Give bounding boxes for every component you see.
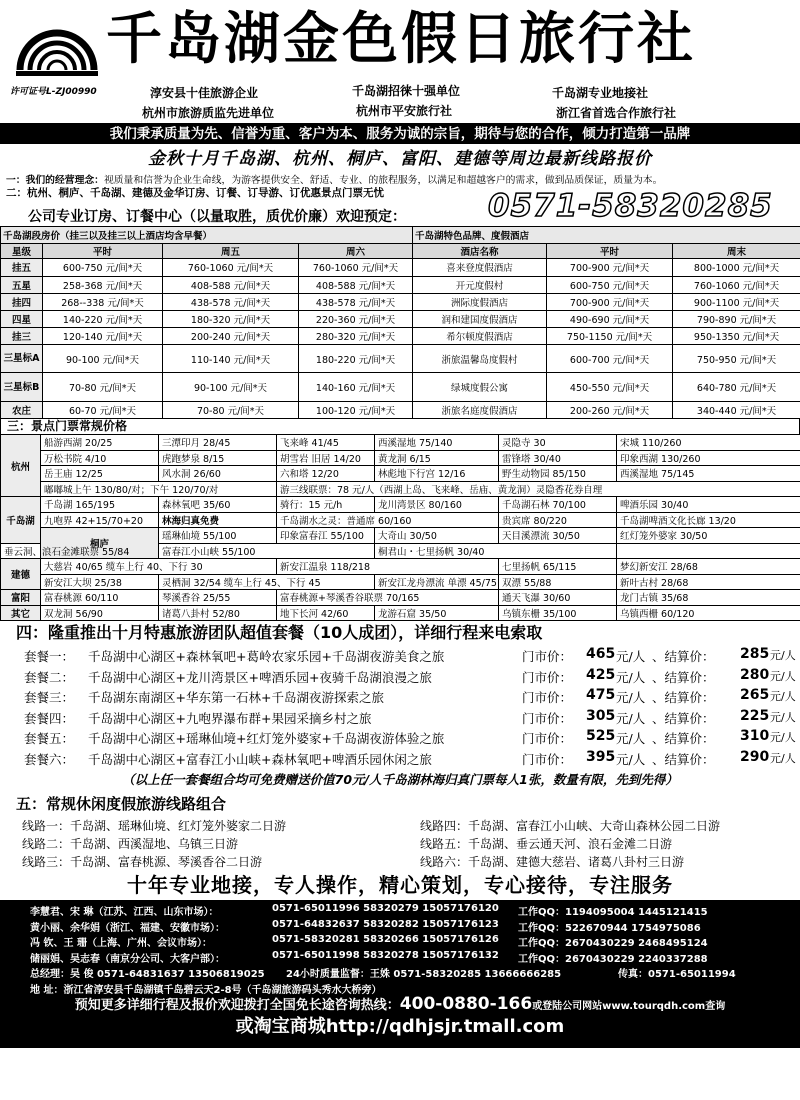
package-name: 套餐三： [24,690,75,705]
section-one-text: 视质量和信誉为企业生命线，为游客提供安全、舒适、专业、的旅程服务，以满足和超越客户的需求，做到品质保证，质量为本。 [103,175,663,186]
header-hotel-name: 酒店名称 [413,244,547,259]
ticket-cell: 瑶琳仙境 55/100 [159,528,277,544]
hotel-cell-name: 浙旅名庭度假酒店 [413,401,547,418]
hotel-cell-weekday: 140-220 元/间*天 [43,310,163,327]
hotel-cell-sat: 438-578 元/间*天 [299,293,413,310]
credential: 千岛湖专业地接社 [552,86,649,100]
package-settle-unit: 元/人 [770,731,796,744]
hotel-cell-name: 浙旅温馨岛度假村 [413,345,547,373]
credential: 杭州市平安旅行社 [356,104,453,118]
ticket-cell: 灵栖洞 32/54 缆车上行 45、下行 45 [159,574,375,590]
hotel-cell-name: 润和建国度假酒店 [413,310,547,327]
ticket-cell: 琴溪香谷 25/55 [159,590,277,606]
package-row [0,686,800,707]
ticket-cell: 新安江龙舟漂流 单漂 45/75 [375,574,499,590]
hotline-line [0,995,800,1016]
city-label: 建德 [1,559,41,590]
ticket-cell: 千岛湖石林 70/100 [499,497,617,513]
route-item: 线路四：千岛湖、富春江小山峡、大奇山森林公园二日游 [420,819,721,833]
ticket-cell: 游三线联票：78 元/人（西湖上岛、飞来峰、岳庙、黄龙洞）灵隐香花券自理 [277,481,800,497]
ticket-cell: 西溪湿地 75/145 [617,466,800,482]
package-route: 千岛湖中心湖区+龙川湾景区+啤酒乐园+夜骑千岛湖浪漫之旅 [88,669,432,685]
hotel-cell-weekday: 60-70 元/间*天 [43,401,163,418]
company-logo-icon [14,10,100,78]
hotel-cell-star: 四星 [1,310,43,327]
ticket-cell: 新叶古村 28/68 [617,574,800,590]
ticket-cell: 富春桃源 60/110 [41,590,159,606]
brand-title: 千岛湖金色假日旅行社 [106,6,696,72]
hotline-prefix: 预知更多详细行程及报价欢迎拨打全国免长途咨询热线： [74,998,400,1013]
hotel-cell-fri: 760-1060 元/间*天 [163,259,299,276]
contact-phones[interactable]: 0571-65011998 58320278 15057176132 [272,949,499,961]
hotel-cell-h-wkend: 900-1100 元/间*天 [673,293,800,310]
ticket-cell: 船游西湖 20/25 [41,435,159,451]
package-settle-label: 、结算价： [652,731,715,746]
package-name: 套餐五： [24,731,75,746]
hotel-cell-h-week: 600-750 元/间*天 [547,276,673,293]
hotel-cell-star: 三星标A [1,345,43,373]
package-route: 千岛湖中心湖区+森林氧吧+葛岭农家乐园+千岛湖夜游美食之旅 [88,649,445,664]
hotel-row [1,276,800,293]
package-gate-price: 395 [586,748,616,765]
route-row [0,852,800,870]
hotel-cell-star: 三星标B [1,373,43,401]
contact-qq[interactable]: 工作QQ：1194095004 1445121415 [518,907,708,918]
package-gate-label: 门市价： [522,710,573,726]
package-gate-unit: 元/人 [616,751,646,767]
package-gate-label: 门市价： [522,751,573,767]
contact-names: 李慧君、宋 琳（江苏、江西、山东市场）： [30,907,219,918]
credential: 淳安县十佳旅游企业 [150,86,259,100]
contact-phones[interactable]: 0571-65011996 58320279 15057176120 [272,903,499,914]
hotel-cell-name: 喜来登度假酒店 [413,259,547,276]
ticket-cell: 大慈岩 40/65 缆车上行 40、下行 30 [41,559,277,575]
package-settle-price: 265 [740,687,770,703]
ticket-cell: 啤酒乐园 30/40 [617,497,800,513]
package-gate-price: 475 [586,687,616,703]
hotel-cell-fri: 110-140 元/间*天 [163,345,299,373]
header-weekday: 平时 [43,244,163,259]
package-gate-label: 门市价： [522,690,573,705]
ticket-cell: 灵隐寺 30 [499,435,617,451]
hotel-row [1,345,800,373]
hotel-cell-sat: 760-1060 元/间*天 [299,259,413,276]
package-gate-price: 305 [586,707,616,724]
left-caption: 千岛湖段房价（挂三以及挂三以上酒店均含早餐） [1,227,413,244]
hotel-cell-h-week: 200-260 元/间*天 [547,401,673,418]
credential: 杭州市旅游质监先进单位 [142,106,275,120]
package-settle-label: 、结算价： [652,649,715,664]
regular-routes-title: 五：常规休闲度假旅游线路组合 [16,795,227,813]
contact-names: 储丽娟、吴志春（南京分公司、大客户部）： [30,953,225,965]
ticket-cell: 野生动物园 85/150 [499,466,617,482]
quality-hotline: 24小时质量监督：王姝 0571-58320285 13666666285 [286,969,562,980]
ticket-cell: 七里扬帆 65/115 [499,559,617,575]
package-settle-unit: 元/人 [770,690,796,703]
hotel-row [1,373,800,401]
contact-names: 冯 钦、王 珊（上海、广州、会议市场）： [30,938,212,949]
package-route: 千岛湖中心湖区+瑶琳仙境+红灯笼外婆家+千岛湖夜游体验之旅 [88,731,445,746]
ticket-cell: 嘟嘟城上午 130/80/对；下午 120/70/对 [41,481,277,497]
contact-row [0,933,800,949]
hotel-cell-fri: 90-100 元/间*天 [163,373,299,401]
ticket-cell: 贵宾席 80/220 [499,512,617,528]
package-name: 套餐一： [24,649,75,664]
hotel-cell-name: 希尔顿度假酒店 [413,328,547,345]
package-name: 套餐六： [24,751,75,767]
ticket-cell: 天目溪漂流 30/50 [499,528,617,544]
package-settle-price: 285 [740,646,770,662]
package-settle-unit: 元/人 [770,669,796,683]
hotline-number[interactable]: 400-0880-166 [399,994,533,1014]
header-star: 星级 [1,244,43,259]
ticket-cell: 大奇山 30/50 [375,528,499,544]
package-settle-price: 290 [740,748,770,765]
hotel-row [1,310,800,327]
package-note: （以上任一套餐组合均可免费赠送价值70元/人千岛湖林海归真门票每人1张，数量有限，先到先得） [122,772,678,787]
header-saturday: 周六 [299,244,413,259]
hotel-cell-h-wkend: 640-780 元/间*天 [673,373,800,401]
ticket-cell: 千岛湖 165/195 [41,497,159,513]
ticket-cell: 地下长河 42/60 [277,605,375,621]
ticket-cell: 宋城 110/260 [617,435,800,451]
city-label: 富阳 [1,590,41,606]
package-gate-label: 门市价： [522,669,573,685]
contact-phones[interactable]: 0571-58320281 58320266 15057176126 [272,934,499,945]
hotel-cell-sat: 220-360 元/间*天 [299,310,413,327]
ticket-cell: 风水洞 26/60 [159,466,277,482]
header [0,0,800,124]
contact-phones[interactable]: 0571-64832637 58320282 15057176123 [272,918,499,930]
contact-row [0,918,800,934]
contact-qq[interactable]: 工作QQ：2670430229 2240337288 [518,953,708,965]
hotel-row [1,401,800,418]
package-gate-unit: 元/人 [616,690,646,705]
hotel-cell-weekday: 90-100 元/间*天 [43,345,163,373]
contact-qq[interactable]: 工作QQ：2670430229 2468495124 [518,938,708,949]
contact-block [0,900,800,1048]
credential: 浙江省首选合作旅行社 [556,106,677,120]
ticket-cell: 龙游石窟 35/50 [375,605,499,621]
ticket-cell: 垂云洞、浪石金滩联票 55/84 [1,543,159,559]
hotel-cell-h-week: 490-690 元/间*天 [547,310,673,327]
address-row [0,980,800,996]
city-label: 桐庐 [41,528,159,559]
ticket-cell: 三潭印月 28/45 [159,435,277,451]
booking-text: 公司专业订房、订餐中心（以量取胜，质优价廉）欢迎预定： [28,209,406,225]
hotel-cell-h-week: 450-550 元/间*天 [547,373,673,401]
tmall-link[interactable]: 或淘宝商城http://qdhjsjr.tmall.com [235,1016,565,1037]
ticket-cell: 千岛湖啤酒文化长廊 13/20 [617,512,800,528]
hotel-cell-sat: 100-120 元/间*天 [299,401,413,418]
hotel-cell-weekday: 70-80 元/间*天 [43,373,163,401]
right-caption: 千岛湖特色品牌、度假酒店 [413,227,800,244]
contact-row [0,902,800,918]
header-hotel-weekday: 平时 [547,244,673,259]
package-settle-price: 225 [740,707,770,724]
ticket-price-table [0,434,800,621]
packages-title: 四：隆重推出十月特惠旅游团队超值套餐（10人成团），详细行程来电索取 [16,623,543,642]
route-row [0,834,800,852]
hotel-cell-fri: 70-80 元/间*天 [163,401,299,418]
header-hotel-weekend: 周末 [673,244,800,259]
hotel-cell-fri: 200-240 元/间*天 [163,328,299,345]
website-text[interactable]: 或登陆公司网站www.tourqdh.com查询 [532,1001,726,1012]
hotel-cell-star: 挂四 [1,293,43,310]
hotel-row [1,259,800,276]
ticket-cell: 乌镇西栅 60/120 [617,605,800,621]
ticket-cell: 岳王庙 12/25 [41,466,159,482]
manager-info: 总经理：吴 俊 0571-64831637 13506819025 [30,969,265,980]
package-gate-price: 425 [586,666,616,683]
package-gate-price: 525 [586,728,616,744]
service-slogan: 十年专业地接，专人操作，精心策划，专心接待，专注服务 [127,873,673,897]
hotel-cell-sat: 140-160 元/间*天 [299,373,413,401]
package-route: 千岛湖东南湖区+华东第一石林+千岛湖夜游探索之旅 [88,690,384,705]
package-settle-unit: 元/人 [770,751,796,765]
package-list [0,645,800,768]
ticket-cell: 林海归真免费 [159,512,277,528]
route-item: 线路二：千岛湖、西溪湿地、乌镇三日游 [22,837,239,851]
package-settle-price: 280 [740,666,770,683]
ticket-cell: 印象富春江 55/100 [277,528,375,544]
hotel-cell-star: 挂三 [1,328,43,345]
ticket-cell: 六和塔 12/20 [277,466,375,482]
ticket-cell: 飞来峰 41/45 [277,435,375,451]
ticket-cell: 林彪地下行宫 12/16 [375,466,499,482]
route-item: 线路一：千岛湖、瑶琳仙境、红灯笼外婆家二日游 [22,819,287,833]
fax: 传真：0571-65011994 [618,969,736,980]
package-settle-label: 、结算价： [652,710,715,726]
ticket-cell: 虎跑梦泉 8/15 [159,450,277,466]
hotel-cell-h-wkend: 800-1000 元/间*天 [673,259,800,276]
package-settle-label: 、结算价： [652,751,715,767]
ticket-cell: 诸葛八卦村 52/80 [159,605,277,621]
package-gate-label: 门市价： [522,731,573,746]
package-row [0,748,800,769]
hotel-cell-h-wkend: 790-890 元/间*天 [673,310,800,327]
ticket-cell: 梦幻新安江 28/68 [617,559,800,575]
ticket-cell: 双漂 55/88 [499,574,617,590]
ticket-cell: 西溪湿地 75/140 [375,435,499,451]
ticket-cell: 雷锋塔 30/40 [499,450,617,466]
hotel-cell-name: 绿城度假公寓 [413,373,547,401]
package-row [0,645,800,666]
hotel-cell-h-wkend: 950-1350 元/间*天 [673,328,800,345]
route-item: 线路三：千岛湖、富春桃源、琴溪香谷二日游 [22,855,263,869]
contact-names: 黄小丽、余华娟（浙江、福建、安徽市场）： [30,922,225,934]
hotel-cell-fri: 438-578 元/间*天 [163,293,299,310]
package-settle-label: 、结算价： [652,690,715,705]
package-gate-price: 465 [586,646,616,662]
package-route: 千岛湖中心湖区+富春江小山峡+森林氧吧+啤酒乐园休闲之旅 [88,751,432,767]
city-label: 千岛湖 [1,497,41,544]
tickets-title: 三：景点门票常规价格 [0,419,800,434]
hotel-cell-star: 挂五 [1,259,43,276]
hotel-cell-name: 开元度假村 [413,276,547,293]
hotel-cell-h-wkend: 750-950 元/间*天 [673,345,800,373]
hotel-cell-fri: 180-320 元/间*天 [163,310,299,327]
hotel-cell-weekday: 268--338 元/间*天 [43,293,163,310]
header-friday: 周五 [163,244,299,259]
package-route: 千岛湖中心湖区+九咆界瀑布群+果园采摘乡村之旅 [88,710,372,726]
route-row [0,816,800,834]
hotel-cell-star: 农庄 [1,401,43,418]
hotel-cell-h-week: 600-700 元/间*天 [547,345,673,373]
ticket-cell: 骑行：15 元/h [277,497,375,513]
route-item: 线路五：千岛湖、垂云通天河、浪石金滩二日游 [420,837,673,851]
hotel-cell-h-wkend: 760-1060 元/间*天 [673,276,800,293]
route-item: 线路六：千岛湖、建德大慈岩、诸葛八卦村三日游 [420,855,685,869]
ticket-cell: 万松书院 4/10 [41,450,159,466]
ticket-cell: 印象西湖 130/260 [617,450,800,466]
package-gate-unit: 元/人 [616,649,646,664]
package-row [0,666,800,687]
ticket-cell: 森林氧吧 35/60 [159,497,277,513]
contact-row [0,949,800,965]
hotel-row [1,328,800,345]
package-name: 套餐四： [24,710,75,726]
package-settle-label: 、结算价： [652,669,715,685]
hotel-cell-h-week: 750-1150 元/间*天 [547,328,673,345]
credential: 千岛湖招徕十强单位 [352,84,461,98]
address: 地 址：浙江省淳安县千岛湖镇千岛碧云天2-8号（千岛湖旅游码头秀水大桥旁） [30,984,382,996]
ticket-cell: 龙门古镇 35/68 [617,590,800,606]
ticket-cell: 桐君山・七里扬帆 30/40 [375,543,617,559]
manager-row [0,964,800,980]
package-gate-label: 门市价： [522,649,573,664]
hotel-cell-h-wkend: 340-440 元/间*天 [673,401,800,418]
ticket-cell: 九咆界 42+15/70+20 [41,512,159,528]
route-title: 金秋十月千岛湖、杭州、桐庐、富阳、建德等周边最新线路报价 [148,149,652,169]
hotel-cell-name: 洲际度假酒店 [413,293,547,310]
hotel-cell-weekday: 120-140 元/间*天 [43,328,163,345]
ticket-cell: 新安江温泉 118/218 [277,559,499,575]
package-row [0,727,800,748]
ticket-cell: 新安江大坝 25/38 [41,574,159,590]
hotel-cell-sat: 180-220 元/间*天 [299,345,413,373]
hotel-price-table [0,226,800,419]
package-settle-unit: 元/人 [770,649,796,662]
ticket-cell: 富春桃源+琴溪香谷联票 70/165 [277,590,499,606]
hotel-cell-weekday: 258-368 元/间*天 [43,276,163,293]
hotel-row [1,293,800,310]
package-gate-unit: 元/人 [616,669,646,685]
ticket-cell: 富春江小山峡 55/100 [159,543,375,559]
ticket-cell: 胡雪岩 旧居 14/20 [277,450,375,466]
ticket-cell: 龙川湾景区 80/160 [375,497,499,513]
booking-phone[interactable]: 0571-58320285 [488,188,773,224]
section-two: 二：杭州、桐庐、千岛湖、建德及金华订房、订餐、订导游、订优惠景点门票无忧 [6,187,384,199]
section-one-label: 一：我们的经营理念： [6,175,104,186]
package-name: 套餐二： [24,669,75,685]
hotel-cell-fri: 408-588 元/间*天 [163,276,299,293]
hotel-cell-h-week: 700-900 元/间*天 [547,293,673,310]
package-gate-unit: 元/人 [616,710,646,726]
package-gate-unit: 元/人 [616,731,646,746]
city-label: 杭州 [1,435,41,497]
ticket-cell: 双龙洞 56/90 [41,605,159,621]
ticket-cell: 千岛湖水之灵：普通席 60/160 [277,512,499,528]
package-row [0,707,800,728]
contact-qq[interactable]: 工作QQ：522670944 1754975086 [518,922,701,934]
ticket-cell: 通天飞瀑 30/60 [499,590,617,606]
city-label: 其它 [1,605,41,621]
hotel-cell-sat: 408-588 元/间*天 [299,276,413,293]
package-settle-price: 310 [740,728,770,744]
ticket-cell: 红灯笼外婆家 30/50 [617,528,800,544]
hotel-cell-star: 五星 [1,276,43,293]
package-settle-unit: 元/人 [770,710,796,724]
ticket-cell: 黄龙洞 6/15 [375,450,499,466]
section-one [0,174,800,187]
hotel-cell-sat: 280-320 元/间*天 [299,328,413,345]
ticket-cell: 乌镇东栅 35/100 [499,605,617,621]
hotel-cell-h-week: 700-900 元/间*天 [547,259,673,276]
mission-banner: 我们秉承质量为先、信誉为重、客户为本、服务为诚的宗旨，期待与您的合作，倾力打造第一品牌 [0,124,800,144]
license-number: 许可证号L-ZJ00990 [10,87,97,97]
hotel-cell-weekday: 600-750 元/间*天 [43,259,163,276]
